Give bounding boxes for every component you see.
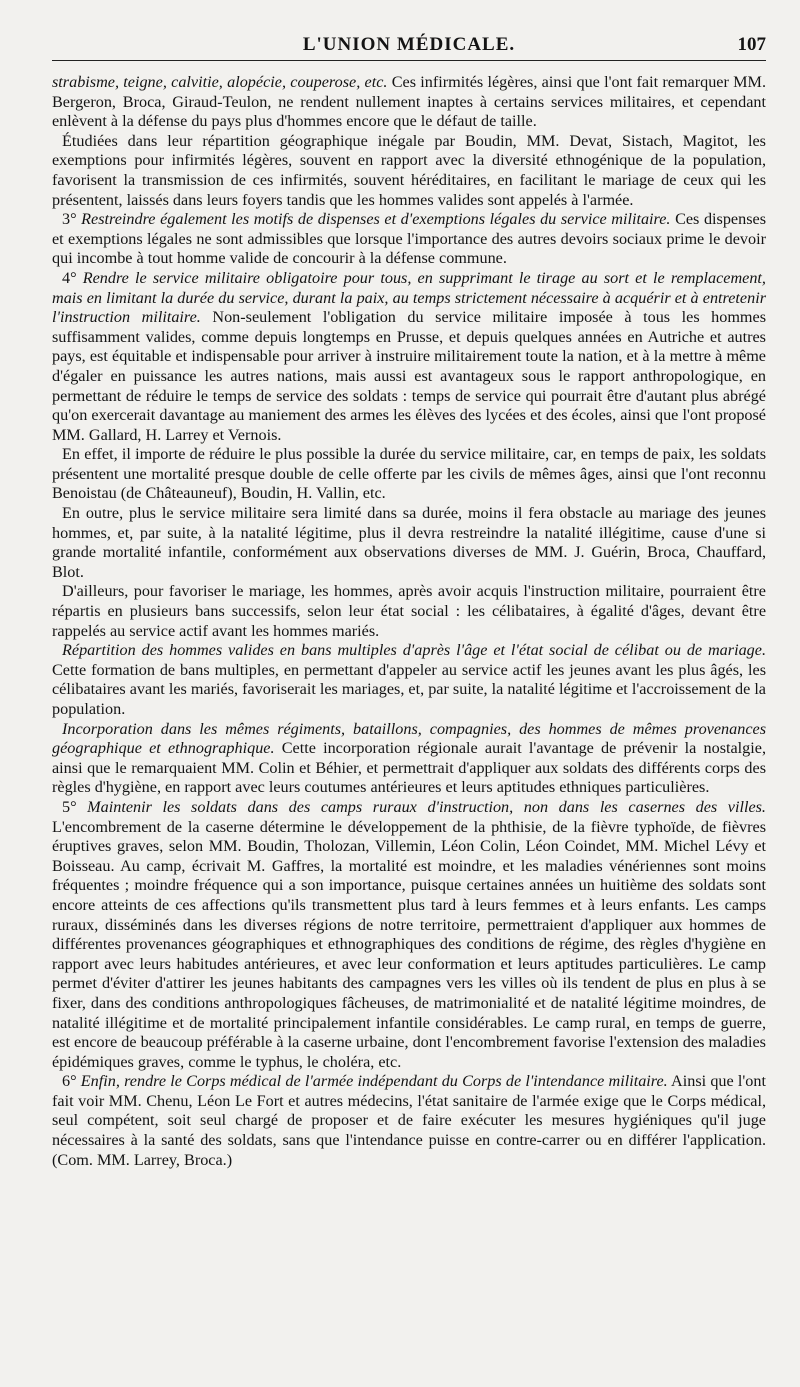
body-text: 3° bbox=[62, 210, 82, 229]
body-text: L'encombrement de la caserne détermine le développement de la phthisie, de la fièvre typhoïde, de fièvres éruptives graves, selon MM. Boudin, Tholozan, Villemin, Léon Colin, Léon Coindet, MM. Michel Lévy et Boisseau. Au camp, écrivait M. Gaffres, la mortalité est moindre, et les maladies vénériennes sont moins fréquentes ; moindre fréquence qui a son importance, puisque certaines années un huitième des soldats sont encore atteints de ces affections qu'ils transmettent plus tard à leurs femmes et à leurs enfants. Les camps ruraux, disséminés dans les diverses régions de notre territoire, permettraient d'appliquer aux hommes de différentes provenances géographiques et ethnographiques des conditions de régime, des règles d'hygiène en rapport avec leurs habitudes antérieures, et avec leur conformation et leurs aptitudes particulières. Le camp permet d'éviter d'attirer les jeunes habitants des campagnes vers les villes où ils tendent de plus en plus à se fixer, dans des conditions anthropologiques fâcheuses, de matrimonialité et de natalité légitime moindres, de natalité illégitime et de mortalité principalement infantile considérables. Le camp rural, en temps de guerre, est encore de beaucoup préférable à la caserne urbaine, dont l'encombrement favorise l'extension des maladies épidémiques graves, comme le typhus, le choléra, etc. bbox=[52, 817, 766, 1071]
paragraph bbox=[52, 504, 766, 582]
italic-heading-text: Restreindre également les motifs de dispenses et d'exemptions légales du service militaire. bbox=[81, 210, 671, 229]
body-text: Ces infirmités légères, ainsi que l'ont fait remarquer MM. Bergeron, Broca, Giraud-Teulon, ne rendent nullement inaptes à certains services militaires, et cependant enlèvent à la défense du pays plus d'hommes encore que le défaut de taille. bbox=[52, 73, 766, 131]
body-text: Étudiées dans leur répartition géographique inégale par Boudin, MM. Devat, Sistach, Magitot, les exemptions pour infirmités légères, souvent en rapport avec la diversité ethnogénique de la population, favorisent la transmission de ces infirmités, souvent héréditaires, en facilitant le mariage de ceux qui les présentent, laissés dans leurs foyers tandis que les hommes valides sont appelés à l'armée. bbox=[52, 131, 766, 209]
journal-title: L'UNION MÉDICALE. bbox=[302, 34, 516, 55]
paragraph bbox=[52, 641, 766, 719]
page-number: 107 bbox=[737, 34, 766, 55]
body-text: Non-seulement l'obligation du service militaire imposée à tous les hommes suffisamment valides, comme depuis longtemps en Prusse, et depuis quelques années en Autriche et autres pays, est équitable et indispensable pour arriver à instruire militairement toute la nation, et à la mettre à même d'égaler en puissance les autres nations, mais aussi est avantageux sous le rapport anthropologique, en permettant de réduire le temps de service des soldats : temps de service qui pourrait être d'autant plus abrégé qu'on exercerait davantage au maniement des armes les élèves des lycées et des écoles, ainsi que l'ont proposé MM. Gallard, H. Larrey et Vernois. bbox=[52, 308, 767, 444]
paragraph bbox=[52, 1072, 766, 1170]
body-text: Cette incorporation régionale aurait l'avantage de prévenir la nostalgie, ainsi que le remarquaient MM. Colin et Béhier, et permettrait d'appliquer aux soldats des différents corps des règles d'hygiène, en rapport avec leurs coutumes antérieures et leurs aptitudes ethniques particulières. bbox=[52, 739, 767, 797]
italic-heading-text: Répartition des hommes valides en bans multiples d'après l'âge et l'état social de célibat ou de mariage. bbox=[62, 641, 766, 660]
body-text: 4° bbox=[62, 268, 83, 287]
paragraph bbox=[52, 73, 766, 132]
article-body bbox=[52, 73, 766, 1170]
italic-heading-text: Incorporation dans les mêmes régiments, bataillons, compagnies, des hommes de mêmes provenances géographique et ethnographique. bbox=[52, 719, 766, 758]
running-head bbox=[52, 30, 766, 61]
paragraph bbox=[52, 210, 766, 269]
paragraph bbox=[52, 269, 766, 445]
paragraph bbox=[52, 582, 766, 641]
body-text: D'ailleurs, pour favoriser le mariage, les hommes, après avoir acquis l'instruction militaire, pourraient être répartis en plusieurs bans successifs, selon leur état social : les célibataires, à égalité d'âges, devant être rappelés au service actif avant les hommes mariés. bbox=[52, 582, 766, 640]
italic-heading-text: Enfin, rendre le Corps médical de l'armée indépendant du Corps de l'intendance militaire. bbox=[80, 1072, 668, 1091]
italic-heading-text: strabisme, teigne, calvitie, alopécie, couperose, etc. bbox=[52, 73, 388, 91]
paragraph bbox=[52, 132, 766, 210]
body-text: Ainsi que l'ont fait voir MM. Chenu, Léon Le Fort et autres médecins, l'état sanitaire de l'armée exige que le Corps médical, seul compétent, soit seul chargé de proposer et de faire exécuter les mesures hygiéniques qu'il juge nécessaires à la santé des soldats, sans que l'intendance puisse en contre-carrer ou en différer l'application. (Com. MM. Larrey, Broca.) bbox=[52, 1072, 766, 1169]
italic-heading-text: Rendre le service militaire obligatoire pour tous, en supprimant le tirage au sort et le remplacement, mais en limitant la durée du service, durant la paix, au temps strictement nécessaire à acquérir et à entretenir l'instruction militaire. bbox=[52, 268, 766, 327]
paragraph bbox=[52, 798, 766, 1072]
body-text: En effet, il importe de réduire le plus possible la durée du service militaire, car, en temps de paix, les soldats présentent une mortalité presque double de celle offerte par les civils de mêmes âges, ainsi que l'ont reconnu Benoistau (de Châteauneuf), Boudin, H. Vallin, etc. bbox=[52, 445, 766, 503]
body-text: 5° bbox=[62, 797, 88, 816]
body-text: En outre, plus le service militaire sera limité dans sa durée, moins il fera obstacle au mariage des jeunes hommes, et, par suite, à la natalité légitime, plus il devra restreindre la natalité illégitime, cause d'une si grande mortalité infantile, conformément aux observations diverses de MM. J. Guérin, Broca, Chauffard, Blot. bbox=[52, 504, 766, 581]
body-text: Cette formation de bans multiples, en permettant d'appeler au service actif les jeunes avant les plus âgés, les célibataires avant les mariés, favoriserait les mariages, et, par suite, la natalité légitime et l'accroissement de la population. bbox=[52, 660, 766, 718]
paragraph bbox=[52, 445, 766, 504]
italic-heading-text: Maintenir les soldats dans des camps ruraux d'instruction, non dans les casernes des villes. bbox=[87, 797, 766, 816]
paragraph bbox=[52, 720, 766, 798]
body-text: Ces dispenses et exemptions légales ne sont admissibles que lorsque l'importance des autres devoirs sociaux prime le devoir qui incombe à tout homme valide de concourir à la défense commune. bbox=[52, 210, 766, 268]
body-text: 6° bbox=[62, 1072, 81, 1091]
